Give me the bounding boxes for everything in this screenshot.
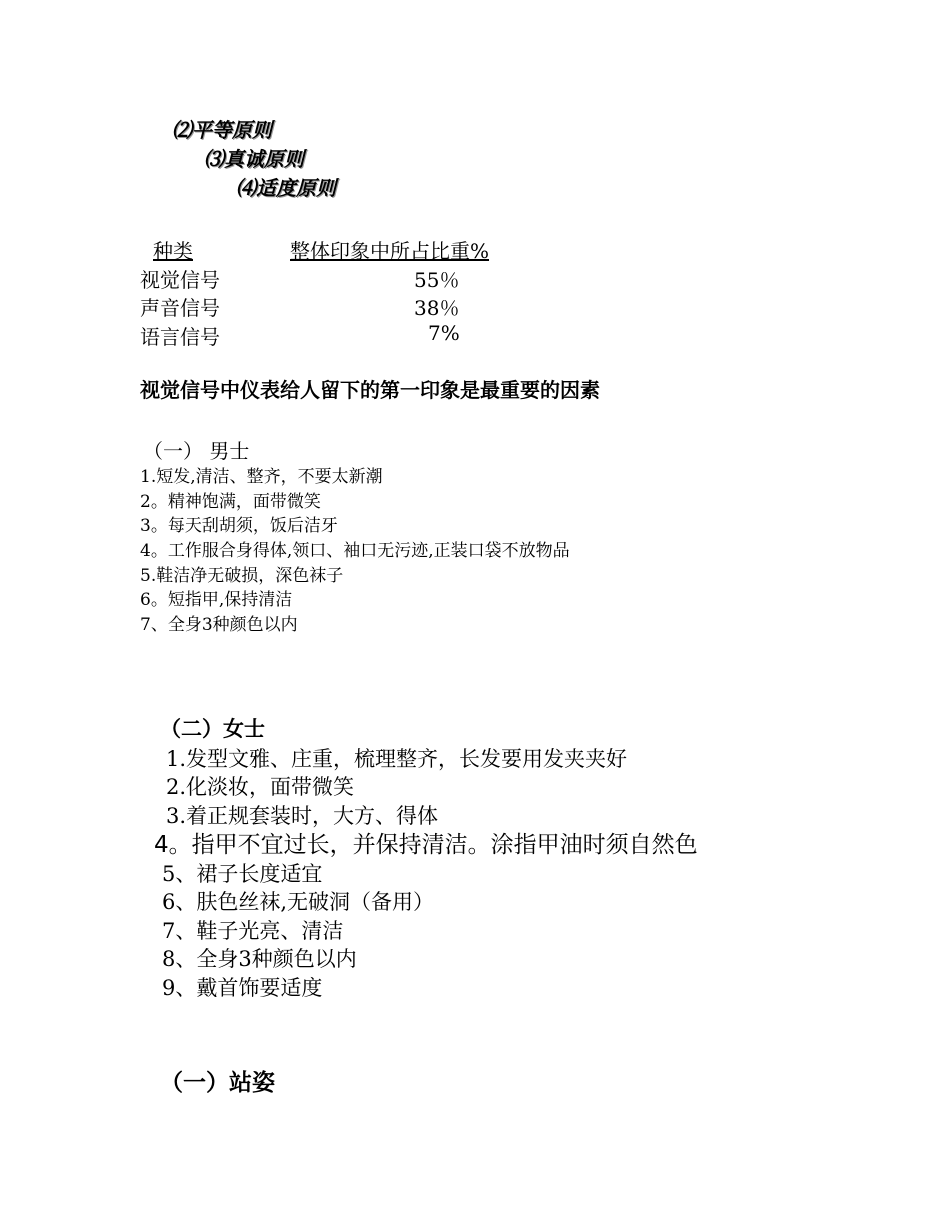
men-title: （一） 男士 [143, 439, 250, 463]
table-header-proportion: 整体印象中所占比重% [290, 239, 490, 263]
table-cell-value: 7% [428, 321, 460, 345]
table-cell-value: 55％ [414, 268, 460, 292]
list-item: 2.化淡妆，面带微笑 [166, 775, 355, 799]
list-item: 9、戴首饰要适度 [162, 976, 323, 1000]
list-item: 6、肤色丝袜,无破洞（备用） [162, 890, 435, 914]
list-item: 5.鞋洁净无破损，深色袜子 [140, 566, 344, 586]
table-cell-label: 视觉信号 [140, 268, 220, 292]
headline: 视觉信号中仪表给人留下的第一印象是最重要的因素 [140, 378, 600, 402]
list-item: 4。指甲不宜过长，并保持清洁。涂指甲油时须自然色 [154, 832, 698, 858]
list-item: 8、全身3种颜色以内 [162, 947, 357, 971]
principle-2: ⑵平等原则 [172, 118, 272, 142]
women-title: （二）女士 [160, 717, 265, 741]
list-item: 7、鞋子光亮、清洁 [162, 919, 344, 943]
list-item: 3.着正规套装时，大方、得体 [166, 804, 439, 828]
list-item: 1.发型文雅、庄重，梳理整齐，长发要用发夹夹好 [166, 747, 628, 771]
list-item: 4。工作服合身得体,领口、袖口无污迹,正装口袋不放物品 [140, 541, 570, 561]
section-heading-standing-posture: （一）站姿 [160, 1070, 275, 1096]
list-item: 3。每天刮胡须，饭后洁牙 [140, 516, 338, 536]
principle-4: ⑷适度原则 [236, 176, 336, 200]
list-item: 7、全身3种颜色以内 [140, 615, 298, 635]
table-cell-label: 语言信号 [140, 325, 220, 349]
table-header-type: 种类 [153, 239, 193, 263]
principle-3: ⑶真诚原则 [204, 147, 304, 171]
table-cell-value: 38％ [414, 296, 460, 320]
list-item: 2。精神饱满，面带微笑 [140, 492, 321, 512]
list-item: 5、裙子长度适宜 [162, 862, 323, 886]
list-item: 1.短发,清洁、整齐，不要太新潮 [140, 467, 383, 487]
table-cell-label: 声音信号 [140, 296, 220, 320]
list-item: 6。短指甲,保持清洁 [140, 590, 293, 610]
